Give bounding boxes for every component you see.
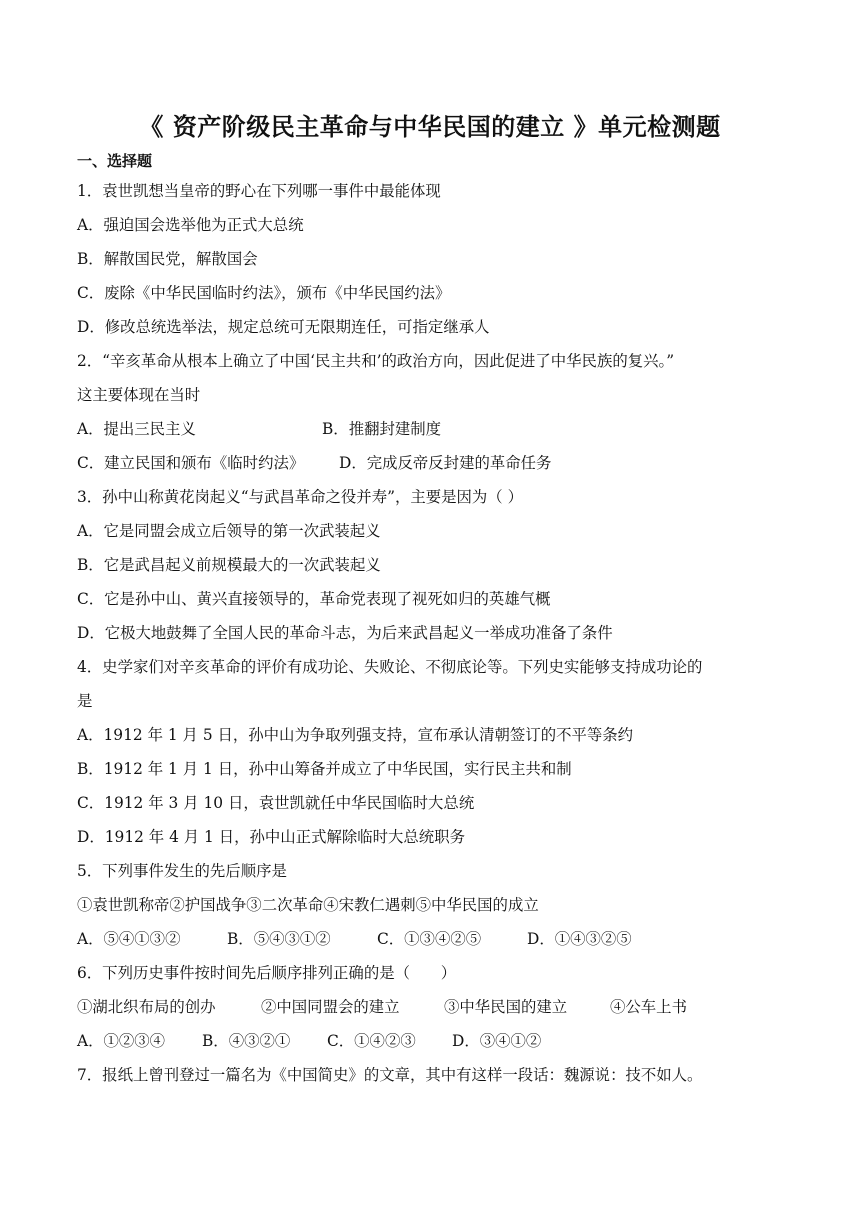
q6-option-c: C．①④②③ (327, 1032, 416, 1050)
q2-option-d: D．完成反帝反封建的革命任务 (339, 454, 552, 472)
q6-options (77, 1024, 787, 1058)
q6-item-1: ①湖北织布局的创办 (77, 998, 216, 1016)
q4-stem-line2: 是 (77, 692, 93, 710)
q6-option-a: A．①②③④ (77, 1032, 166, 1050)
q2-option-c: C．建立民国和颁布《临时约法》 (77, 454, 305, 472)
q3-option-b: B．它是武昌起义前规模最大的一次武装起义 (77, 556, 381, 574)
q4-option-a: A．1912 年 1 月 5 日，孙中山为争取列强支持，宣布承认清朝签订的不平等条约 (77, 726, 634, 744)
q7-stem: 7．报纸上曾刊登过一篇名为《中国简史》的文章，其中有这样一段话：魏源说：技不如人。 (77, 1066, 703, 1084)
q4-stem-line1: 4．史学家们对辛亥革命的评价有成功论、失败论、不彻底论等。下列史实能够支持成功论的 (77, 658, 703, 676)
q5-option-d: D．①④③②⑤ (527, 930, 632, 948)
q6-option-d: D．③④①② (452, 1032, 542, 1050)
q2-stem-line2: 这主要体现在当时 (77, 386, 201, 404)
q2-options-ab (77, 412, 787, 446)
q5-stem: 5．下列事件发生的先后顺序是 (77, 862, 287, 880)
document-title: 《 资产阶级民主革命与中华民国的建立 》单元检测题 (139, 113, 721, 141)
q5-option-b: B．⑤④③①② (227, 930, 331, 948)
q6-stem: 6．下列历史事件按时间先后顺序排列正确的是（ ） (77, 964, 457, 982)
q6-item-4: ④公车上书 (610, 998, 687, 1016)
q6-item-3: ③中华民国的建立 (444, 998, 568, 1016)
q6-items (77, 990, 787, 1024)
q4-option-b: B．1912 年 1 月 1 日，孙中山筹备并成立了中华民国，实行民主共和制 (77, 760, 572, 778)
q5-events: ①袁世凯称帝②护国战争③二次革命④宋教仁遇刺⑤中华民国的成立 (77, 896, 539, 914)
q1-stem: 1．袁世凯想当皇帝的野心在下列哪一事件中最能体现 (77, 182, 441, 200)
q4-option-c: C．1912 年 3 月 10 日，袁世凯就任中华民国临时大总统 (77, 794, 475, 812)
q1-option-b: B．解散国民党，解散国会 (77, 250, 258, 268)
q5-option-a: A．⑤④①③② (77, 930, 181, 948)
q5-options (77, 922, 787, 956)
q4-option-d: D．1912 年 4 月 1 日，孙中山正式解除临时大总统职务 (77, 828, 465, 846)
q2-stem-line1: 2．“辛亥革命从根本上确立了中国‘民主共和’的政治方向，因此促进了中华民族的复兴。” (77, 352, 675, 370)
q1-option-d: D．修改总统选举法，规定总统可无限期连任，可指定继承人 (77, 318, 490, 336)
q3-option-d: D．它极大地鼓舞了全国人民的革命斗志，为后来武昌起义一举成功准备了条件 (77, 624, 613, 642)
q6-option-b: B．④③②① (202, 1032, 291, 1050)
q3-option-a: A．它是同盟会成立后领导的第一次武装起义 (77, 522, 381, 540)
q3-stem: 3．孙中山称黄花岗起义“与武昌革命之役并寿”，主要是因为（ ） (77, 488, 523, 506)
q2-option-a: A．提出三民主义 (77, 420, 196, 438)
q5-option-c: C．①③④②⑤ (377, 930, 482, 948)
section-heading: 一、选择题 (77, 152, 153, 170)
q2-option-b: B．推翻封建制度 (322, 420, 442, 438)
q3-option-c: C．它是孙中山、黄兴直接领导的，革命党表现了视死如归的英雄气概 (77, 590, 551, 608)
q1-option-c: C．废除《中华民国临时约法》，颁布《中华民国约法》 (77, 284, 451, 302)
q1-option-a: A．强迫国会选举他为正式大总统 (77, 216, 304, 234)
q2-options-cd (77, 446, 787, 480)
q6-item-2: ②中国同盟会的建立 (261, 998, 400, 1016)
document-body (77, 148, 787, 1092)
